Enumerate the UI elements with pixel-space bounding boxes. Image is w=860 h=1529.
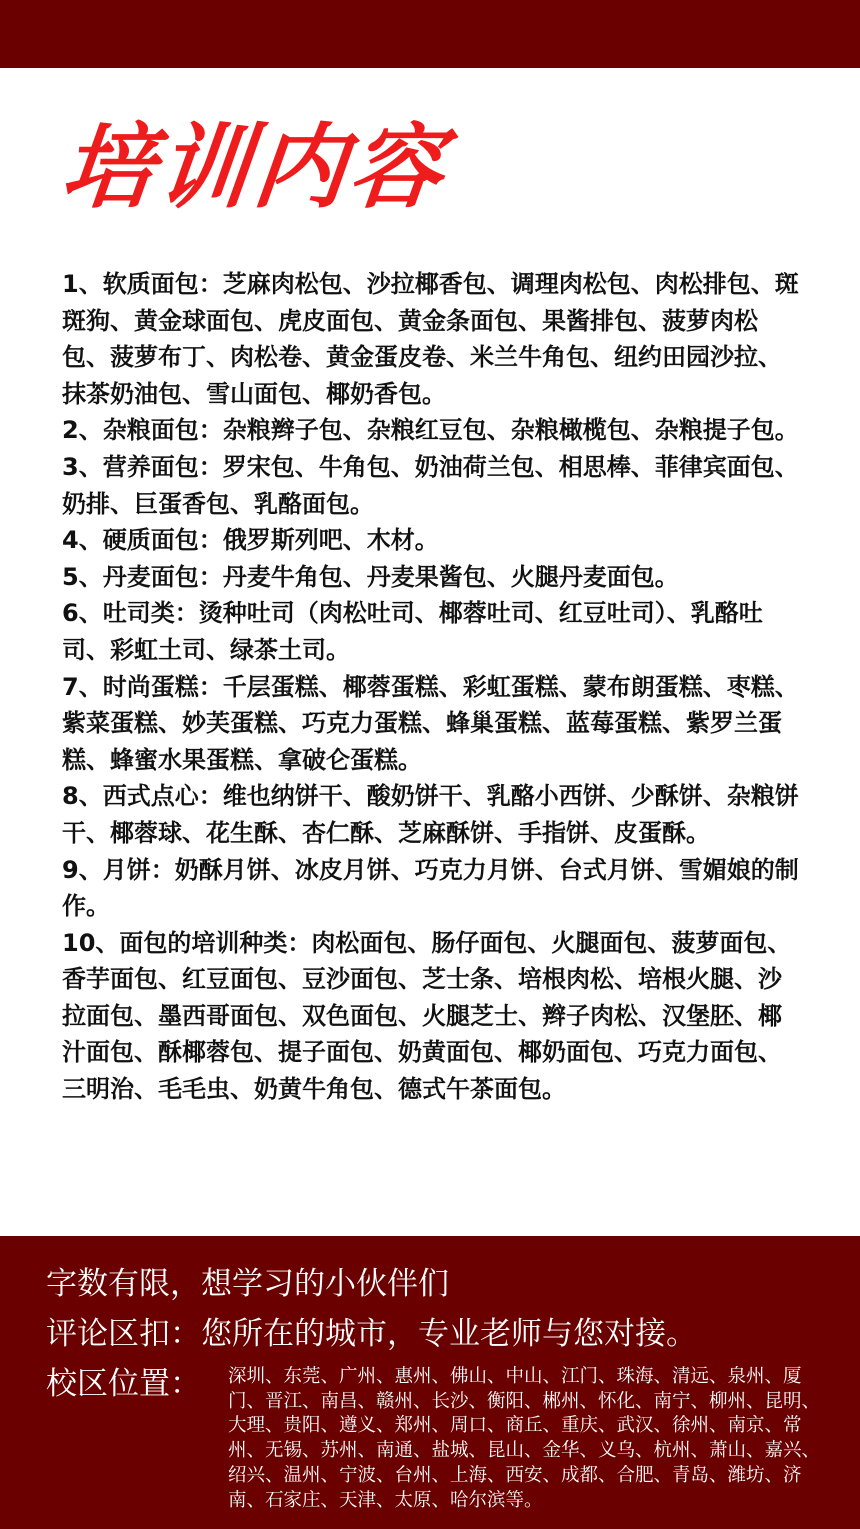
footer-line-1: 字数有限，想学习的小伙伴们 bbox=[46, 1266, 449, 1302]
course-content bbox=[62, 266, 802, 1108]
campus-city-list: 深圳、东莞、广州、惠州、佛山、中山、江门、珠海、清远、泉州、厦门、晋江、南昌、赣州、长沙、衡阳、郴州、怀化、南宁、柳州、昆明、大理、贵阳、遵义、郑州、周口、商丘、重庆、武汉、徐州、南京、常州、无锡、苏州、南通、盐城、昆山、金华、义乌、杭州、萧山、嘉兴、绍兴、温州、宁波、台州、上海、西安、成都、合肥、青岛、潍坊、济南、石家庄、天津、太原、哈尔滨等。 bbox=[228, 1366, 821, 1511]
course-item-mooncake: 9、月饼：奶酥月饼、冰皮月饼、巧克力月饼、台式月饼、雪媚娘的制作。 bbox=[62, 855, 799, 921]
campus-label: 校区位置： bbox=[46, 1366, 201, 1402]
course-item-grain-bread: 2、杂粮面包：杂粮辫子包、杂粮红豆包、杂粮橄榄包、杂粮提子包。 bbox=[62, 416, 799, 445]
page-title: 培训内容 bbox=[56, 114, 452, 221]
course-item-soft-bread: 1、软质面包：芝麻肉松包、沙拉椰香包、调理肉松包、肉松排包、斑斑狗、黄金球面包、虎皮面包、黄金条面包、果酱排包、菠萝肉松包、菠萝布丁、肉松卷、黄金蛋皮卷、米兰牛角包、纽约田园沙拉、抹茶奶油包、雪山面包、椰奶香包。 bbox=[62, 270, 799, 408]
course-item-western-pastry: 8、西式点心：维也纳饼干、酸奶饼干、乳酪小西饼、少酥饼、杂粮饼干、椰蓉球、花生酥、杏仁酥、芝麻酥饼、手指饼、皮蛋酥。 bbox=[62, 782, 799, 847]
footer-banner bbox=[0, 1236, 860, 1529]
top-banner bbox=[0, 0, 860, 68]
course-item-danish-bread: 5、丹麦面包：丹麦牛角包、丹麦果酱包、火腿丹麦面包。 bbox=[62, 562, 679, 591]
course-item-bread-types: 10、面包的培训种类：肉松面包、肠仔面包、火腿面包、菠萝面包、香芋面包、红豆面包、豆沙面包、芝士条、培根肉松、培根火腿、沙拉面包、墨西哥面包、双色面包、火腿芝士、辫子肉松、汉堡胚、椰汁面包、酥椰蓉包、提子面包、奶黄面包、椰奶面包、巧克力面包、三明治、毛毛虫、奶黄牛角包、德式午茶面包。 bbox=[62, 928, 792, 1104]
course-item-nutrition-bread: 3、营养面包：罗宋包、牛角包、奶油荷兰包、相思棒、菲律宾面包、奶排、巨蛋香包、乳酪面包。 bbox=[62, 452, 799, 518]
course-item-toast: 6、吐司类：烫种吐司（肉松吐司、椰蓉吐司、红豆吐司）、乳酪吐司、彩虹土司、绿茶土司。 bbox=[62, 599, 763, 664]
course-item-hard-bread: 4、硬质面包：俄罗斯列吧、木材。 bbox=[62, 526, 439, 555]
course-item-fashion-cake: 7、时尚蛋糕：千层蛋糕、椰蓉蛋糕、彩虹蛋糕、蒙布朗蛋糕、枣糕、紫菜蛋糕、妙芙蛋糕、巧克力蛋糕、蜂巢蛋糕、蓝莓蛋糕、紫罗兰蛋糕、蜂蜜水果蛋糕、拿破仑蛋糕。 bbox=[62, 672, 799, 774]
footer-line-2: 评论区扣：您所在的城市，专业老师与您对接。 bbox=[46, 1316, 697, 1352]
